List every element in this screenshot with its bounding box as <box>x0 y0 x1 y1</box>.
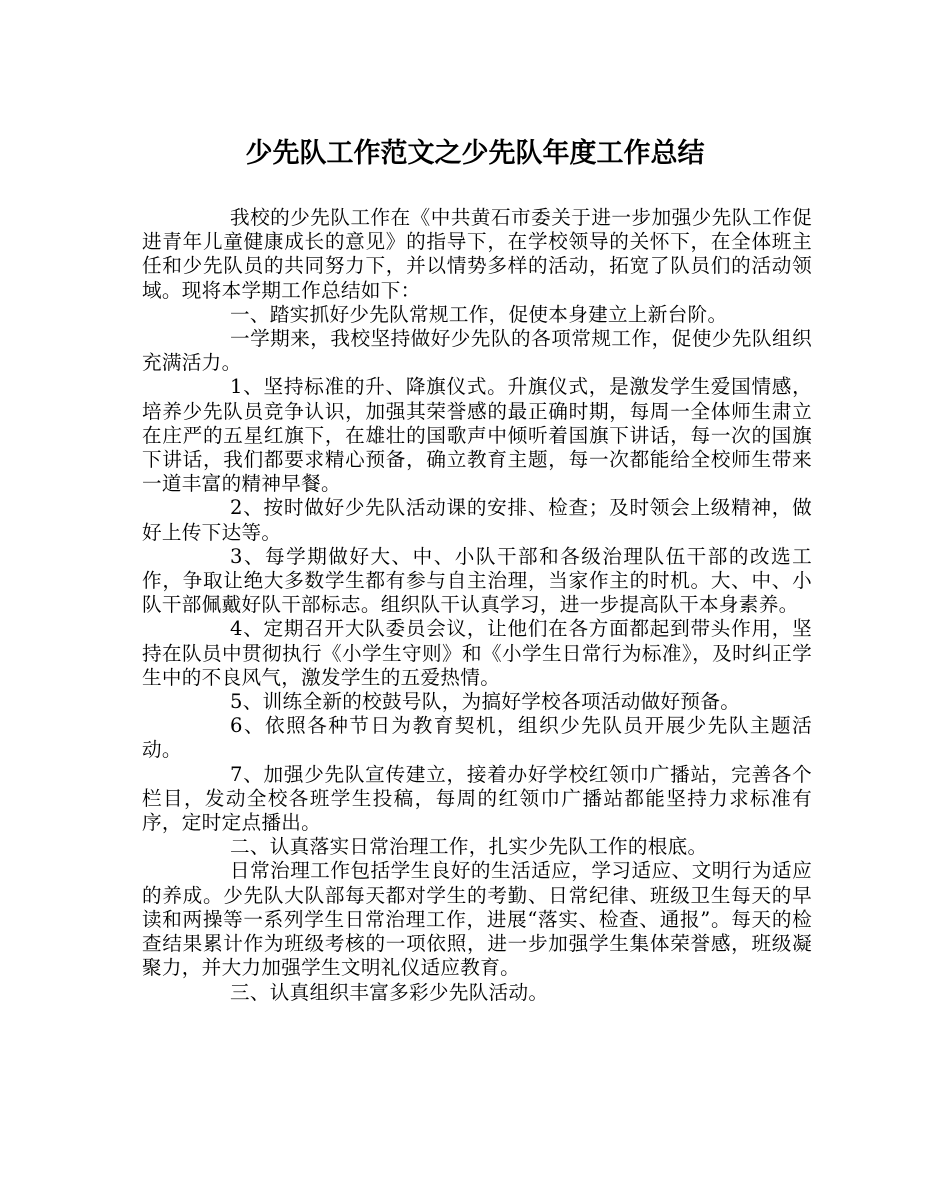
list-item-4: 4、定期召开大队委员会议，让他们在各方面都起到带头作用，坚持在队员中贯彻执行《小学生守则》和《小学生日常行为标准》，及时纠正学生中的不良风气，激发学生的五爱热情。 <box>142 617 812 689</box>
list-item-2: 2、按时做好少先队活动课的安排、检查；及时领会上级精神，做好上传下达等。 <box>142 496 812 544</box>
list-item-7: 7、加强少先队宣传建立，接着办好学校红领巾广播站，完善各个栏目，发动全校各班学生投稿，每周的红领巾广播站都能坚持力求标准有序，定时定点播出。 <box>142 762 812 835</box>
section-heading-1: 一、踏实抓好少先队常规工作，促使本身建立上新台阶。 <box>230 302 728 326</box>
section-heading-3: 三、认真组织丰富多彩少先队活动。 <box>230 980 549 1004</box>
document-body <box>142 206 812 1005</box>
document-title: 少先队工作范文之少先队年度工作总结 <box>245 138 705 169</box>
list-item-1: 1、坚持标准的升、降旗仪式。升旗仪式，是激发学生爱国情感，培养少先队员竞争认识，加强其荣誉感的最正确时期，每周一全体师生肃立在庄严的五星红旗下，在雄壮的国歌声中倾听着国旗下讲话，每一次的国旗下讲话，我们都要求精心预备，确立教育主题，每一次都能给全校师生带来一道丰富的精神早餐。 <box>142 375 812 496</box>
paragraph: 一学期来，我校坚持做好少先队的各项常规工作，促使少先队组织充满活力。 <box>142 327 812 375</box>
section-heading-2: 二、认真落实日常治理工作，扎实少先队工作的根底。 <box>230 835 708 859</box>
paragraph-intro: 我校的少先队工作在《中共黄石市委关于进一步加强少先队工作促进青年儿童健康成长的意见》的指导下，在学校领导的关怀下，在全体班主任和少先队员的共同努力下，并以情势多样的活动，拓宽了队员们的活动领域。现将本学期工作总结如下： <box>142 206 812 302</box>
paragraph: 日常治理工作包括学生良好的生活适应，学习适应、文明行为适应的养成。少先队大队部每天都对学生的考勤、日常纪律、班级卫生每天的早读和两操等一系列学生日常治理工作，进展“落实、检查、通报”。每天的检查结果累计作为班级考核的一项依照，进一步加强学生集体荣誉感，班级凝聚力，并大力加强学生文明礼仪适应教育。 <box>142 859 812 980</box>
list-item-3: 3、每学期做好大、中、小队干部和各级治理队伍干部的改选工作，争取让绝大多数学生都有参与自主治理，当家作主的时机。大、中、小队干部佩戴好队干部标志。组织队干认真学习，进一步提高队干本身素养。 <box>142 544 812 617</box>
list-item-5: 5、训练全新的校鼓号队，为搞好学校各项活动做好预备。 <box>230 690 741 714</box>
list-item-6: 6、依照各种节日为教育契机，组织少先队员开展少先队主题活动。 <box>142 714 812 762</box>
